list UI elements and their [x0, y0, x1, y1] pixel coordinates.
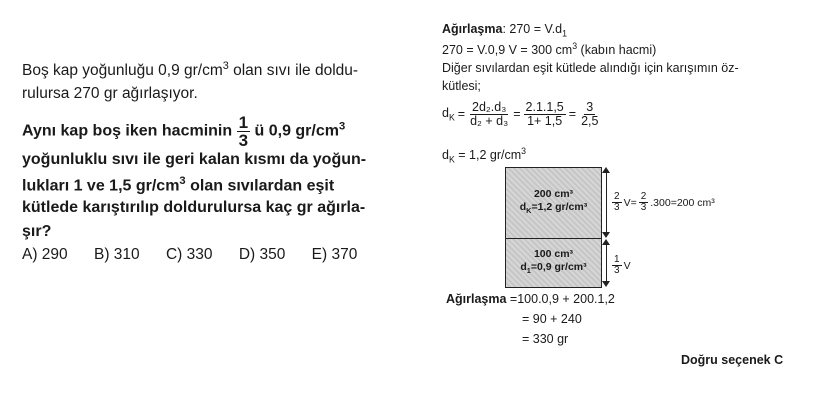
question-line-3: Aynı kap boş iken hacminin $\frac{1}{3}$ ü 0,9 $gr/cm^3$: [22, 113, 346, 150]
solution-line-1: Ağırlaşma: $270 = V.d_1$: [442, 22, 567, 39]
formula-fraction: $\frac{\text{2d₂.d₃}}{\text{d₂ + d₃}}$: [470, 100, 509, 128]
choice-b: B) 310: [93, 246, 140, 263]
choice-a: A) 290: [22, 246, 68, 263]
fraction-one-third: $\frac{1}{3}$: [238, 113, 249, 150]
question-line-6: kütlede karıştırılıp doldurulursa kaç gr ağırla-: [22, 199, 366, 216]
container-bottom-section: 100 cm³ $d_1=0,9$ gr/cm³: [505, 238, 602, 288]
container-top-section: 200 cm³ $d_K=1,2$ gr/cm³: [505, 167, 602, 239]
choice-c: C) 330: [165, 246, 213, 263]
result-fraction: $\frac{3}{2,5}$: [581, 100, 599, 128]
solution-line-3: Diğer sıvılardan eşit kütlede alındığı için karışımın öz-: [442, 61, 739, 75]
arrow-up-icon: [602, 239, 610, 245]
mixture-density-result: $d_K = 1,2$ $gr/cm^3$: [442, 146, 527, 165]
top-volume-annotation: $\frac{2}{3}$ V= $\frac{2}{3}$ .300=200 cm³: [614, 191, 715, 213]
choice-d: D) 350: [238, 246, 286, 263]
question-line-1: Boş kap yoğunluğu 0,9 $gr/cm^3$ olan sıvı ile doldu-: [22, 60, 359, 80]
answer-choices: [22, 246, 379, 264]
substituted-fraction: $\frac{2.1.1,5}{1+ 1,5}$: [525, 100, 564, 128]
bottom-volume-annotation: $\frac{1}{3}$ V: [614, 254, 631, 276]
solution-line-2: 270 = V.0,9 V = 300 $cm^3$ (kabın hacmi): [442, 41, 657, 58]
top-dimension-line: [606, 170, 607, 236]
question-line-4: yoğunluklu sıvı ile geri kalan kısmı da yoğun-: [22, 151, 367, 168]
weight-gain-line-3: = 330 gr: [522, 332, 569, 346]
arrow-down-icon: [602, 281, 610, 287]
question-line-2: rulursa 270 gr ağırlaşıyor.: [22, 85, 198, 102]
arrow-up-icon: [602, 167, 610, 173]
bottom-dimension-line: [606, 242, 607, 284]
mixture-density-formula: $d_K$ = $\frac{\text{2d₂.d₃}}{\text{d₂ + d₃}}$ = $\frac{2.1.1,5}{1+ 1,5}$ = $\frac{3}{2,5}$: [442, 100, 599, 128]
weight-gain-line-2: = 90 + 240: [522, 312, 582, 326]
arrow-down-icon: [602, 232, 610, 238]
choice-e: E) 370: [311, 246, 358, 263]
question-line-5: lukları 1 ve 1,5 $gr/cm^3$ olan sıvılardan eşit: [22, 175, 335, 195]
correct-answer-note: Doğru seçenek C: [681, 353, 784, 367]
weight-gain-line-1: Ağırlaşma =100.0,9 + 200.1,2: [446, 292, 615, 306]
solution-line-4: kütlesi;: [442, 79, 481, 93]
question-line-7: şır?: [22, 223, 52, 240]
